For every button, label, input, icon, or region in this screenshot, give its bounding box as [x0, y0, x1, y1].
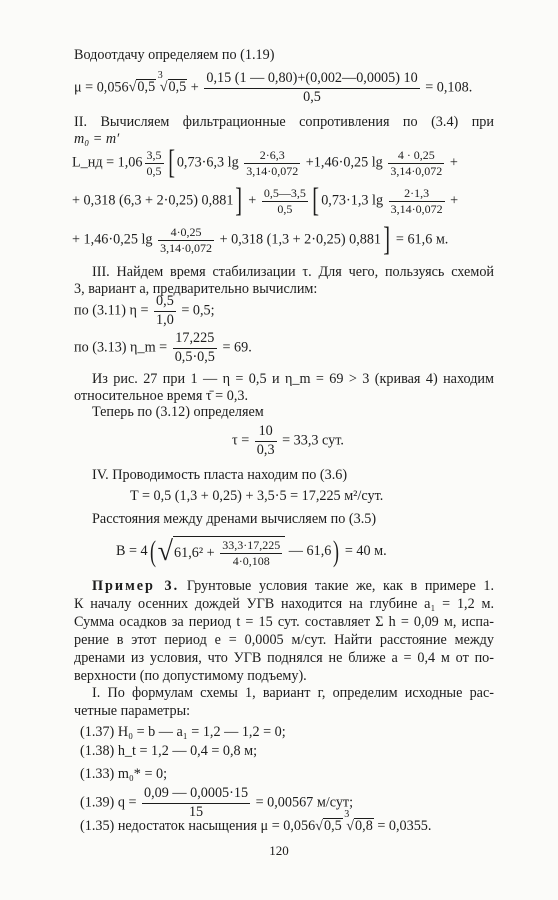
fraction	[262, 187, 308, 216]
formula-part: по (3.13) η_m =	[74, 339, 168, 356]
fraction	[145, 149, 164, 178]
formula-part: 0,73·1,3 lg	[321, 192, 384, 209]
formula-B	[116, 535, 387, 569]
bracket: ]	[235, 182, 243, 219]
formula-part: B = 4	[116, 543, 148, 560]
formula-m0: (1.33) m₀* = 0;	[80, 766, 168, 782]
denominator: 15	[188, 803, 204, 820]
root-index: 3	[157, 70, 163, 82]
formula-part: (1.35) недостаток насыщения μ = 0,056	[80, 818, 316, 834]
fraction	[389, 187, 445, 216]
formula-mu: μ = 0,056√0,5 3 √0,5 + $\frac{0,15 (1 — 0,80)+(0,002—0,0005) 10}{0,5}$ = 0,108.	[74, 70, 473, 105]
text-line: относительное время τ̄ = 0,3.	[74, 388, 249, 404]
fraction	[142, 786, 250, 820]
formula-part: + 0,318 (6,3 + 2·0,25) 0,881	[72, 192, 234, 209]
formula-part: = 33,3 сут.	[282, 432, 344, 449]
formula-part: = 40 м.	[344, 543, 387, 560]
formula-part: = 0,00567 м/сут;	[255, 794, 354, 811]
text-line: рение в этот период e = 0,0005 м/сут. Найти расстояние между	[74, 632, 494, 648]
text-line: II. Вычисляем фильтрационные сопротивления по (3.4) при	[74, 114, 494, 130]
formula-part: = 0,108.	[425, 79, 473, 96]
formula-L-line2	[72, 182, 459, 219]
numerator: 17,225	[173, 331, 217, 349]
formula-T: T = 0,5 (1,3 + 0,25) + 3,5·5 = 17,225 м²/сут.	[130, 488, 384, 504]
fraction	[255, 424, 277, 458]
denominator: 1,0	[156, 311, 174, 328]
root-index: 3	[344, 809, 350, 820]
paren: (	[149, 535, 156, 569]
denominator: 3,14·0,072	[246, 163, 299, 178]
cbrt: 3 √0,8	[344, 809, 373, 834]
text-line: III. Найдем время стабилизации τ. Для чего, пользуясь схемой	[92, 264, 494, 280]
radicand-box	[173, 536, 285, 568]
formula-part: = 61,6 м.	[395, 231, 449, 248]
formula-tau	[232, 424, 344, 458]
text-span: Грунтовые условия такие же, как в примере 1.	[186, 578, 495, 594]
sqrt: √0,5	[128, 79, 156, 96]
page-number: 120	[269, 843, 289, 858]
formula-part: +	[449, 154, 458, 171]
fraction	[388, 149, 444, 178]
bracket: ]	[383, 221, 391, 258]
text-line: верхности (по допустимому подъему).	[74, 668, 307, 684]
fraction	[244, 149, 300, 178]
sqrt: √0,5	[315, 818, 342, 834]
denominator: 4·0,108	[232, 553, 270, 568]
formula-part: +1,46·0,25 lg	[305, 154, 383, 171]
numerator: 0,15 (1 — 0,80)+(0,002—0,0005) 10	[204, 71, 419, 89]
numerator: 4 · 0,25	[388, 149, 444, 164]
formula-part: + 0,318 (1,3 + 2·0,25) 0,881	[219, 231, 382, 248]
radicand: 0,5	[323, 818, 342, 834]
text-line: I. По формулам схемы 1, вариант г, определим исходные рас-	[92, 685, 494, 701]
paren: )	[333, 535, 340, 569]
denominator: 3,14·0,072	[390, 163, 443, 178]
bracket: [	[167, 144, 175, 181]
fraction	[154, 294, 176, 328]
text-line: IV. Проводимость пласта находим по (3.6)	[92, 467, 348, 483]
denominator: 0,3	[256, 441, 275, 458]
sqrt: √61,6² + $\frac{33,3\cdot 17,225}{4\cdot 0,108}$	[158, 535, 286, 569]
formula-part: + 1,46·0,25 lg	[72, 231, 153, 248]
text-line: 3, вариант а, предварительно вычислим:	[74, 281, 318, 297]
numerator: 10	[255, 424, 277, 442]
formula-q	[80, 786, 353, 820]
numerator: 2·6,3	[244, 149, 300, 164]
text-line: Расстояния между дренами вычисляем по (3.5)	[92, 511, 377, 527]
formula-part: = 0,5;	[181, 302, 215, 319]
text-line: четные параметры:	[74, 703, 191, 719]
bracket: [	[312, 182, 319, 219]
formula-part: = 0,0355.	[377, 818, 432, 834]
denominator: 0,5	[303, 88, 321, 105]
text-line: Теперь по (3.12) определяем	[92, 404, 264, 420]
fraction	[220, 539, 282, 568]
formula-L-line3	[72, 221, 449, 258]
formula-part: L_нд = 1,06	[72, 154, 143, 171]
formula-part: по (3.11) η =	[74, 302, 149, 319]
fraction	[158, 226, 214, 255]
numerator: 2·1,3	[389, 187, 445, 202]
formula-eta	[74, 294, 215, 328]
text-line	[92, 578, 494, 595]
formula-part: 61,6² +	[174, 544, 215, 561]
denominator: 0,5·0,5	[174, 348, 215, 365]
numerator: 4·0,25	[158, 226, 214, 241]
radicand: 0,8	[355, 818, 373, 834]
formula-part: = 69.	[222, 339, 252, 356]
text-line: m₀ = m′	[74, 131, 120, 147]
denominator: 3,14·0,072	[160, 240, 213, 255]
formula-eta-m	[74, 331, 252, 365]
formula-part: +	[248, 192, 257, 209]
fraction	[204, 71, 419, 105]
text-line: Из рис. 27 при 1 — η = 0,5 и η_m = 69 > 3 (кривая 4) находим	[92, 371, 494, 387]
example-heading: Пример 3.	[92, 578, 180, 594]
text-line: Водоотдачу определяем по (1.19)	[74, 47, 275, 63]
numerator: 3,5	[145, 149, 164, 164]
formula-part: μ = 0,056	[74, 79, 129, 96]
fraction	[173, 331, 217, 365]
radicand: 0,5	[137, 79, 156, 96]
text-line: К началу осенних дождей УГВ находится на глубине a₁ = 1,2 м.	[74, 596, 494, 612]
cbrt: 3 √0,5	[157, 70, 187, 96]
numerator: 33,3·17,225	[220, 539, 282, 554]
text-line: дренами из условия, что УГВ поднялся не ближе a = 0,4 м от по-	[74, 650, 494, 666]
formula-L-line1	[72, 144, 458, 181]
numerator: 0,5—3,5	[262, 187, 308, 202]
formula-part: +	[450, 192, 459, 209]
formula-part: 0,73·6,3 lg	[176, 154, 239, 171]
text-line: Сумма осадков за период t = 15 сут. составляет Σ h = 0,09 м, испа-	[74, 614, 494, 630]
denominator: 0,5	[146, 163, 162, 178]
denominator: 3,14·0,072	[390, 201, 443, 216]
numerator: 0,09 — 0,0005·15	[142, 786, 250, 804]
numerator: 0,5	[154, 294, 176, 312]
formula-part: τ =	[232, 432, 250, 449]
formula-part: — 61,6	[288, 543, 332, 560]
formula-part: (1.39) q =	[80, 794, 137, 811]
formula-ht: (1.38) h_t = 1,2 — 0,4 = 0,8 м;	[80, 743, 258, 759]
radicand: 0,5	[168, 79, 187, 96]
denominator: 0,5	[277, 201, 293, 216]
formula-H0: (1.37) H₀ = b — a₁ = 1,2 — 1,2 = 0;	[80, 724, 286, 740]
